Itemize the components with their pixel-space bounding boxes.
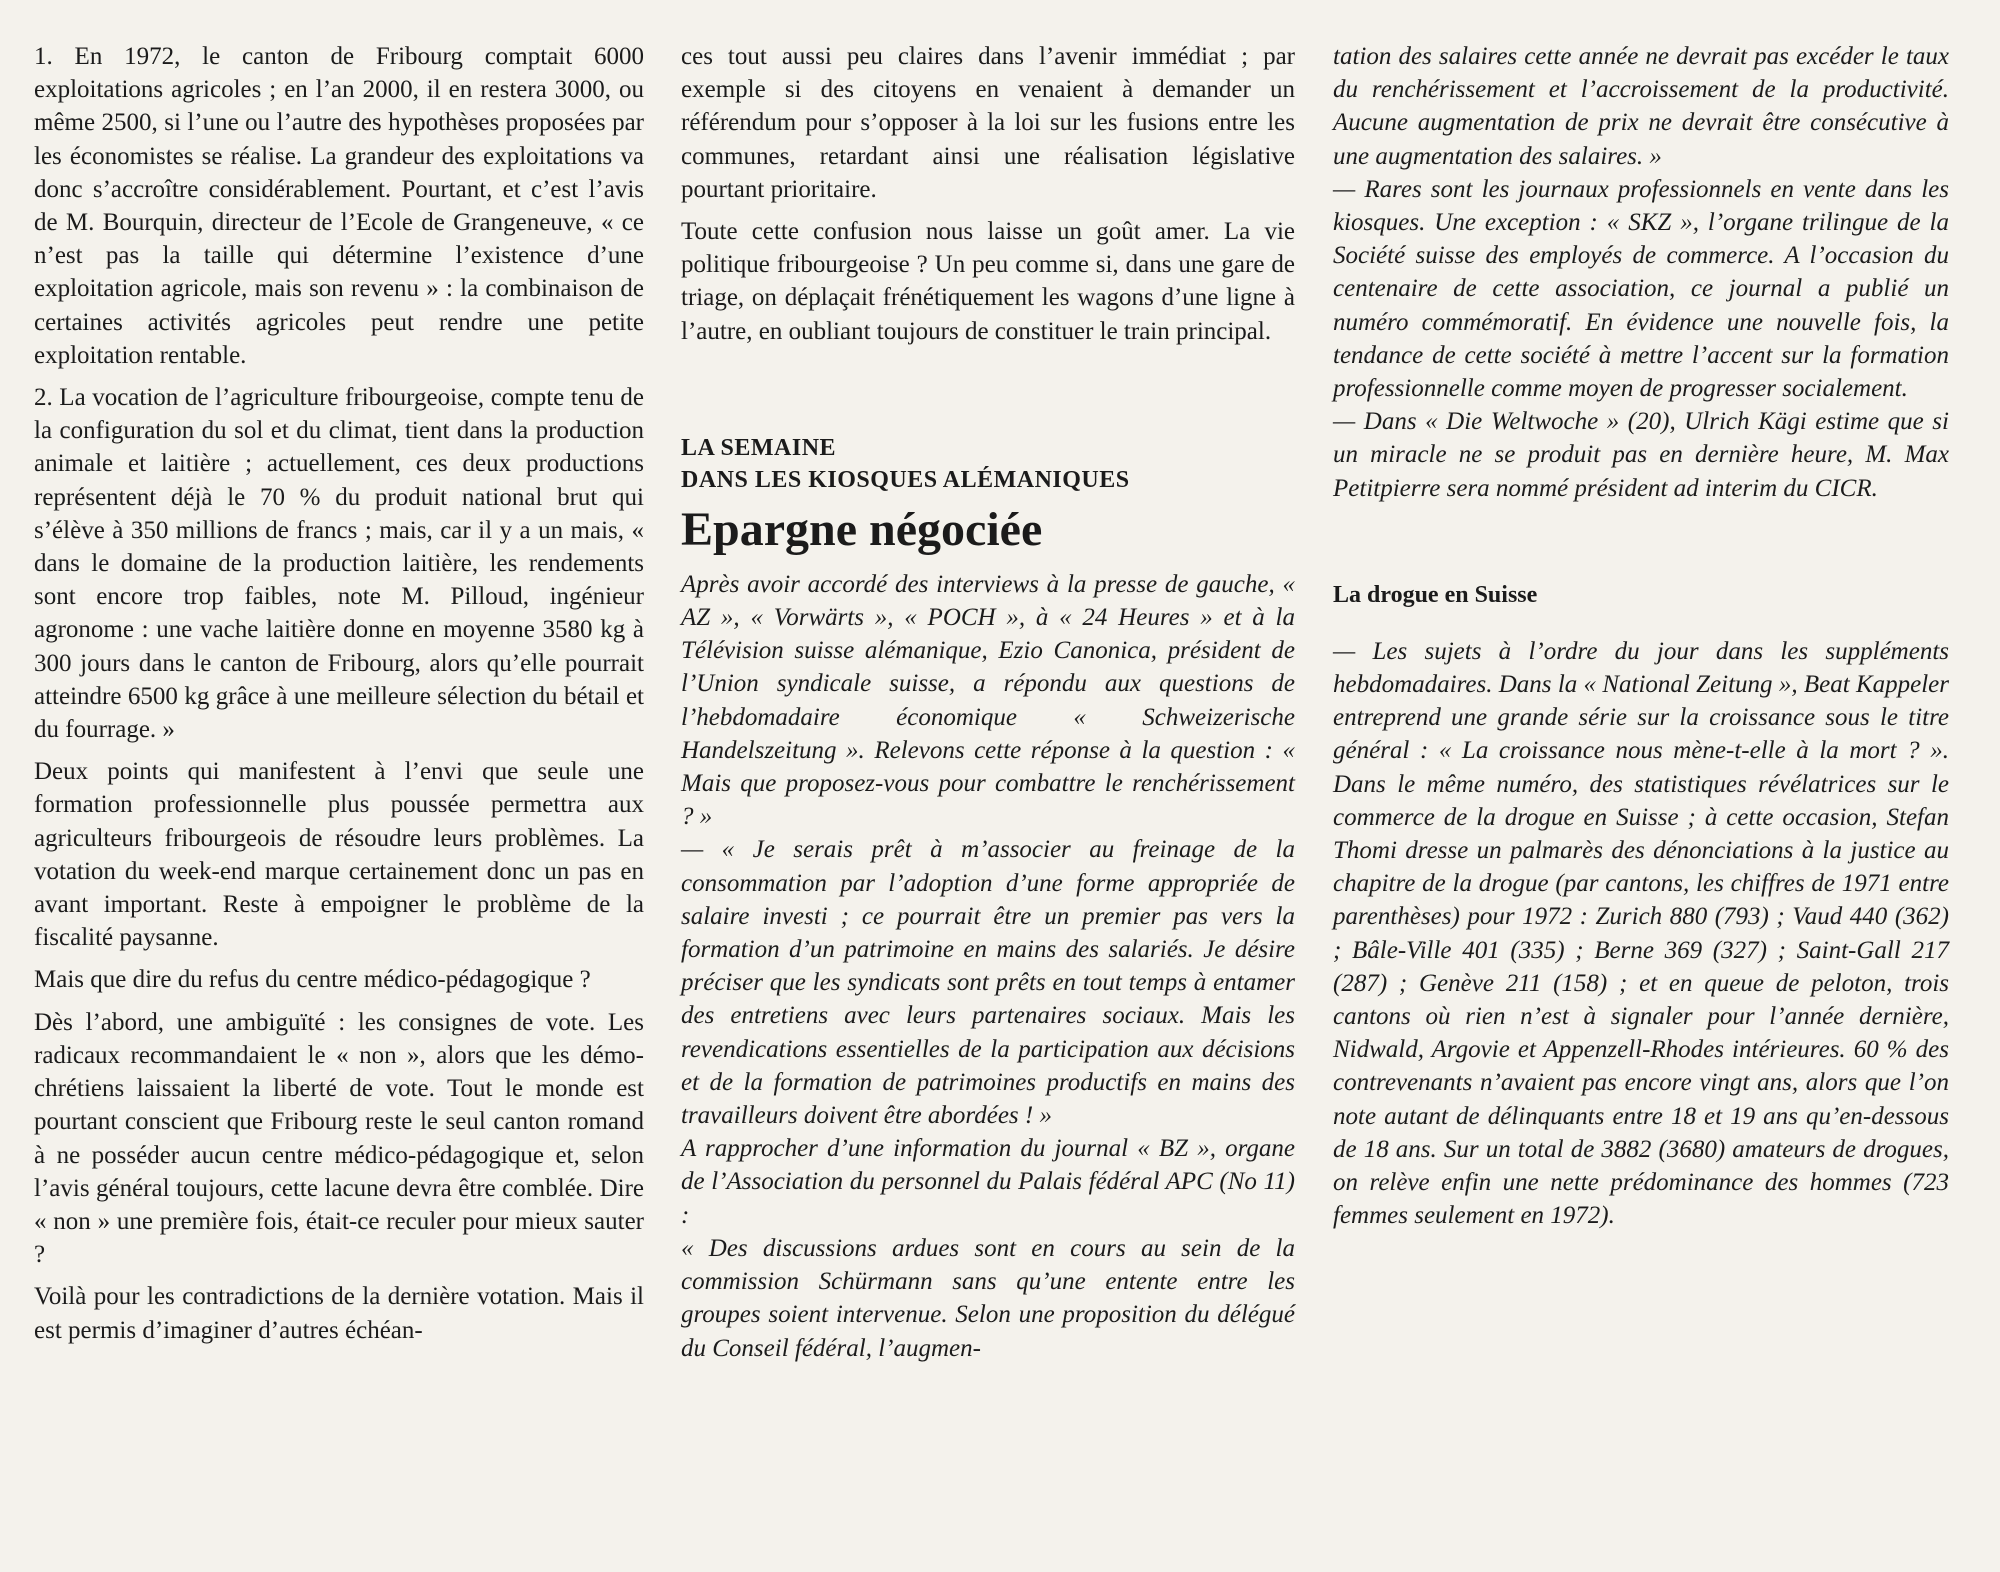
- paragraph-drug-statistics: — Les sujets à l’ordre du jour dans les suppléments hebdomadaires. Dans la « National Zeitung », Beat Kappeler entreprend une grande série sur la croissance sous le titre général : « La croissance nous mène-t-elle à la mort ? ». Dans le même numéro, des statistiques révélatrices sur le commerce de la drogue en Suisse ; à cette occasion, Stefan Thomi dresse un palmarès des dénonciations à la justice au chapitre de la drogue (par cantons, les chiffres de 1971 entre parenthèses) pour 1972 : Zurich 880 (793) ; Vaud 440 (362) ; Bâle-Ville 401 (335) ; Berne 369 (327) ; Saint-Gall 217 (287) ; Genève 211 (158) ; et en queue de peloton, trois cantons où rien n’est à signaler pour l’année dernière, Nidwald, Argovie et Appenzell-Rhodes intérieures. 60 % des contrevenants n’avaient pas encore vingt ans, alors que l’on note autant de délinquants entre 18 et 19 ans qu’en-dessous de 18 ans. Sur un total de 3882 (3680) amateurs de drogues, on relève enfin une nette prédominance des hommes (723 femmes seulement en 1972).: [1333, 637, 1949, 1230]
- column-middle: [681, 40, 1295, 1365]
- paragraph-question-medico-pedagogic: Mais que dire du refus du centre médico-pédagogique ?: [34, 966, 591, 994]
- paragraph-schurmann-commission: « Des discussions ardues sont en cours au sein de la commission Schürmann sans qu’une entente entre les groupes soient intervenue. Selon une proposition du délégué du Conseil fédéral, l’augmen-: [681, 1234, 1295, 1362]
- paragraph-confusion: Toute cette confusion nous laisse un goût amer. La vie politique fribourgeoise ? Un peu comme si, dans une gare de triage, on déplaçait frénétiquement les wagons d’une ligne à l’autre, en oubliant toujours de constituer le train principal.: [681, 218, 1295, 345]
- paragraph-dairy-production: 2. La vocation de l’agriculture fribourgeoise, compte tenu de la configuration du sol et du climat, tient dans la production animale et laitière ; actuellement, ces deux productions représentent déjà le 70 % du produit national brut qui s’élève à 350 millions de francs ; mais, car il y a un mais, « dans le domaine de la production laitière, les rendements sont encore trop faibles, note M. Pilloud, ingénieur agronome : une vache laitière donne en moyenne 3580 kg à 300 jours dans le canton de Fribourg, alors qu’elle pourrait atteindre 6500 kg grâce à une meilleure sélection du bétail et du fourrage. »: [34, 384, 644, 744]
- paragraph-bz-information: A rapprocher d’une information du journal « BZ », organe de l’Association du personnel du Palais fédéral APC (No 11) :: [681, 1135, 1295, 1229]
- article-body-italic: [681, 568, 1295, 1365]
- column-right: [1333, 40, 1949, 1233]
- article-body-italic-continued: [1333, 40, 1949, 505]
- section-subheading: La drogue en Suisse: [1333, 581, 1538, 608]
- paragraph-contradictions: Voilà pour les contradictions de la dernière votation. Mais il est permis d’imaginer d’autres échéan-: [34, 1283, 644, 1344]
- paragraph-canonica-quote: — « Je serais prêt à m’associer au freinage de la consommation par l’adoption d’une forme appropriée de salaire investi ; ce pourrait être un premier pas vers la formation d’un patrimoine en mains des salariés. Je désire préciser que les syndicats sont prêts en tout temps à entamer des entretiens avec leurs partenaires sociaux. Mais les revendications essentielles de la participation aux décisions et de la formation de patrimoines productifs en mains des travailleurs doivent être abordées ! »: [681, 836, 1295, 1130]
- column-left: [34, 40, 644, 1356]
- article-headline: Epargne négociée: [681, 502, 1043, 556]
- paragraph-future-uncertainty: ces tout aussi peu claires dans l’avenir immédiat ; par exemple si des citoyens en venaient à demander un référendum pour s’opposer à la loi sur les fusions entre les communes, retardant ainsi une réalisation législative pourtant prioritaire.: [681, 43, 1295, 203]
- paragraph-fribourg-farms: 1. En 1972, le canton de Fribourg comptait 6000 exploitations agricoles ; en l’an 2000, il en restera 3000, ou même 2500, si l’une ou l’autre des hypothèses proposées par les économistes se réalise. La grandeur des exploitations va donc s’accroître considérablement. Pourtant, et c’est l’avis de M. Bourquin, directeur de l’Ecole de Grangeneuve, « ce n’est pas la taille qui détermine l’existence d’une exploitation agricole, mais son revenu » : la combinaison de certaines activités agricoles peut rendre une petite exploitation rentable.: [34, 43, 644, 369]
- section-kicker: [681, 432, 1295, 496]
- paragraph-professional-training: Deux points qui manifestent à l’envi que seule une formation professionnelle plus poussée permettra aux agriculteurs fribourgeois de résoudre leurs problèmes. La votation du week-end marque certainement donc un pas en avant important. Reste à empoigner le problème de la fiscalité paysanne.: [34, 758, 644, 952]
- kicker-line-1: LA SEMAINE: [681, 434, 837, 461]
- paragraph-weltwoche: — Dans « Die Weltwoche » (20), Ulrich Kägi estime que si un miracle ne se produit pas en dernière heure, M. Max Petitpierre sera nommé président ad interim du CICR.: [1333, 408, 1949, 502]
- paragraph-skz: — Rares sont les journaux professionnels en vente dans les kiosques. Une exception : « SKZ », l’organe trilingue de la Société suisse des employés de commerce. A l’occasion du centenaire de cette association, ce journal a publié un numéro commémoratif. En évidence une nouvelle fois, la tendance de cette société à mettre l’accent sur la formation professionnelle comme moyen de progresser socialement.: [1333, 175, 1949, 403]
- paragraph-voting-ambiguity: Dès l’abord, une ambiguïté : les consignes de vote. Les radicaux recommandaient le « non », alors que les démo-chrétiens laissaient la liberté de vote. Tout le monde est pourtant conscient que Fribourg reste le seul canton romand à ne posséder aucun centre médico-pédagogique et, selon l’avis général toujours, cette lacune devra être comblée. Dire « non » une première fois, était-ce reculer pour mieux sauter ?: [34, 1008, 644, 1269]
- paragraph-salary-continuation: tation des salaires cette année ne devrait pas excéder le taux du renchérissement et l’accroissement de la productivité. Aucune augmentation de prix ne devrait être consécutive à une augmentation des salaires. »: [1333, 43, 1949, 170]
- kicker-line-2: DANS LES KIOSQUES ALÉMANIQUES: [681, 466, 1130, 493]
- paragraph-canonica-interview: Après avoir accordé des interviews à la presse de gauche, « AZ », « Vorwärts », « POCH », à « 24 Heures » et à la Télévision suisse alémanique, Ezio Canonica, président de l’Union syndicale suisse, a répondu aux questions de l’hebdomadaire économique « Schweizerische Handelszeitung ». Relevons cette réponse à la question : « Mais que proposez-vous pour combattre le renchérissement ? »: [681, 570, 1295, 831]
- article-body-drugs: [1333, 635, 1949, 1233]
